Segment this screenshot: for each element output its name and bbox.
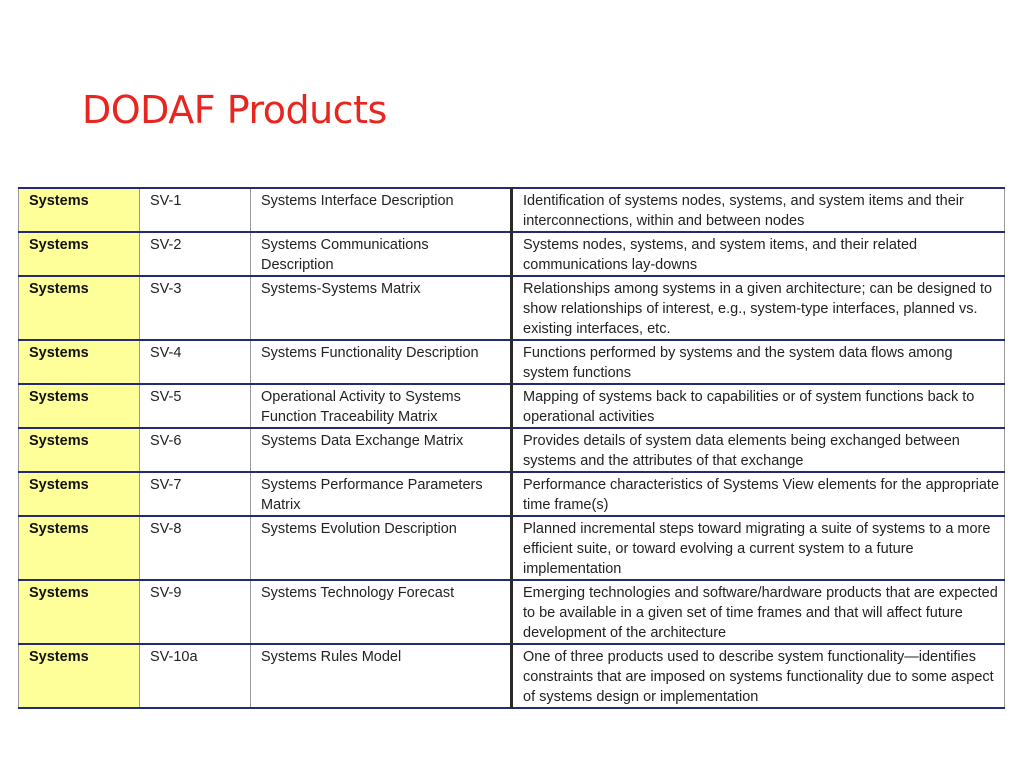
view-area-cell: Systems bbox=[19, 516, 140, 580]
product-name-cell: Systems Communications Description bbox=[251, 232, 512, 276]
product-id-cell: SV-2 bbox=[140, 232, 251, 276]
view-area-cell: Systems bbox=[19, 384, 140, 428]
view-area-cell: Systems bbox=[19, 428, 140, 472]
description-cell: Relationships among systems in a given architecture; can be designed to show relationships of interest, e.g., system-type interfaces, planned vs. existing interfaces, etc. bbox=[512, 276, 1005, 340]
table-row bbox=[19, 472, 1005, 516]
product-name-cell: Systems Evolution Description bbox=[251, 516, 512, 580]
dodaf-products-table-container bbox=[18, 187, 1004, 709]
table-row bbox=[19, 428, 1005, 472]
view-area-cell: Systems bbox=[19, 340, 140, 384]
product-id-cell: SV-5 bbox=[140, 384, 251, 428]
table-row bbox=[19, 384, 1005, 428]
product-id-cell: SV-1 bbox=[140, 188, 251, 232]
product-name-cell: Systems Rules Model bbox=[251, 644, 512, 708]
description-cell: Performance characteristics of Systems View elements for the appropriate time frame(s) bbox=[512, 472, 1005, 516]
description-cell: Emerging technologies and software/hardware products that are expected to be available in a given set of time frames and that will affect future development of the architecture bbox=[512, 580, 1005, 644]
product-id-cell: SV-4 bbox=[140, 340, 251, 384]
product-name-cell: Systems Performance Parameters Matrix bbox=[251, 472, 512, 516]
table-row bbox=[19, 232, 1005, 276]
table-row bbox=[19, 580, 1005, 644]
view-area-cell: Systems bbox=[19, 644, 140, 708]
product-name-cell: Systems Functionality Description bbox=[251, 340, 512, 384]
product-name-cell: Operational Activity to Systems Function Traceability Matrix bbox=[251, 384, 512, 428]
product-id-cell: SV-6 bbox=[140, 428, 251, 472]
description-cell: Planned incremental steps toward migrating a suite of systems to a more efficient suite, or toward evolving a current system to a future implementation bbox=[512, 516, 1005, 580]
dodaf-products-table bbox=[18, 187, 1005, 709]
table-row bbox=[19, 276, 1005, 340]
product-id-cell: SV-10a bbox=[140, 644, 251, 708]
view-area-cell: Systems bbox=[19, 188, 140, 232]
description-cell: One of three products used to describe system functionality—identifies constraints that are imposed on systems functionality due to some aspect of systems design or implementation bbox=[512, 644, 1005, 708]
view-area-cell: Systems bbox=[19, 276, 140, 340]
view-area-cell: Systems bbox=[19, 232, 140, 276]
description-cell: Mapping of systems back to capabilities or of system functions back to operational activities bbox=[512, 384, 1005, 428]
product-id-cell: SV-3 bbox=[140, 276, 251, 340]
table-row bbox=[19, 644, 1005, 708]
table-row bbox=[19, 516, 1005, 580]
table-row bbox=[19, 340, 1005, 384]
product-name-cell: Systems Data Exchange Matrix bbox=[251, 428, 512, 472]
view-area-cell: Systems bbox=[19, 580, 140, 644]
product-name-cell: Systems-Systems Matrix bbox=[251, 276, 512, 340]
slide-title: DODAF Products bbox=[82, 88, 387, 132]
description-cell: Identification of systems nodes, systems, and system items and their interconnections, within and between nodes bbox=[512, 188, 1005, 232]
product-id-cell: SV-8 bbox=[140, 516, 251, 580]
description-cell: Functions performed by systems and the system data flows among system functions bbox=[512, 340, 1005, 384]
description-cell: Provides details of system data elements being exchanged between systems and the attributes of that exchange bbox=[512, 428, 1005, 472]
product-id-cell: SV-7 bbox=[140, 472, 251, 516]
product-name-cell: Systems Technology Forecast bbox=[251, 580, 512, 644]
description-cell: Systems nodes, systems, and system items, and their related communications lay-downs bbox=[512, 232, 1005, 276]
view-area-cell: Systems bbox=[19, 472, 140, 516]
product-name-cell: Systems Interface Description bbox=[251, 188, 512, 232]
product-id-cell: SV-9 bbox=[140, 580, 251, 644]
table-row bbox=[19, 188, 1005, 232]
